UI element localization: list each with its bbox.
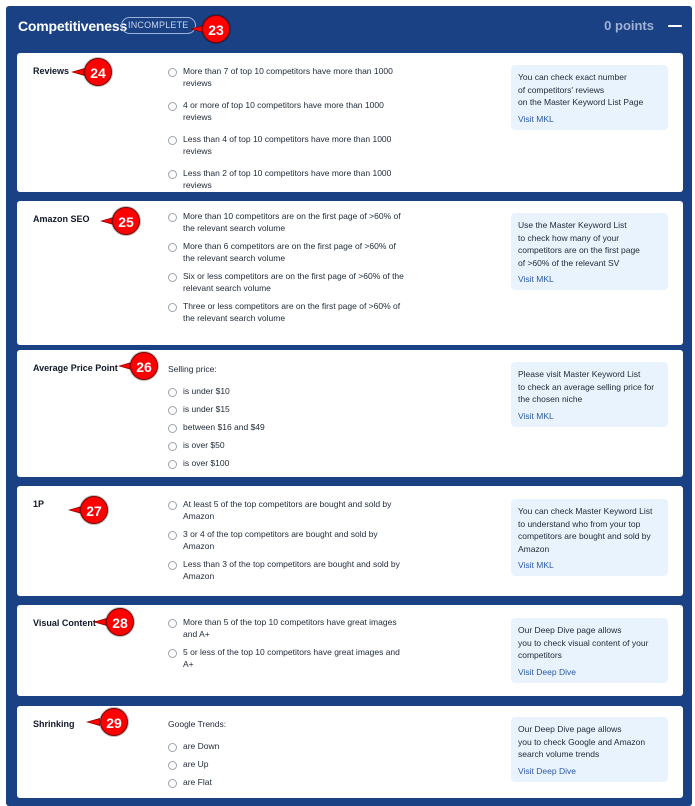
option-label: Three or less competitors are on the first page of >60% of the relevant search volume — [183, 301, 401, 323]
radio-button[interactable] — [168, 779, 177, 788]
option-label: between $16 and $49 — [183, 422, 265, 432]
radio-button[interactable] — [168, 273, 177, 282]
card-title: Average Price Point — [33, 363, 118, 373]
card-title: Visual Content — [33, 618, 96, 628]
option-label: are Up — [183, 759, 209, 769]
collapse-icon[interactable] — [668, 25, 682, 27]
option-label: 5 or less of the top 10 competitors have great images and A+ — [183, 647, 400, 669]
reviews-card — [17, 53, 683, 192]
section-title: Competitiveness — [18, 18, 128, 34]
option-label: At least 5 of the top competitors are bought and sold by Amazon — [183, 499, 392, 521]
callout-marker: 28 — [106, 608, 134, 636]
radio-button[interactable] — [168, 388, 177, 397]
average-price-point-card — [17, 350, 683, 477]
radio-option[interactable] — [167, 439, 407, 451]
options-group — [167, 65, 407, 201]
radio-button[interactable] — [168, 406, 177, 415]
option-label: More than 10 competitors are on the first page of >60% of the relevant search volume — [183, 211, 401, 233]
callout-marker: 26 — [130, 352, 158, 380]
option-label: is under $15 — [183, 404, 230, 414]
info-box — [511, 65, 668, 130]
marker-pointer — [93, 618, 107, 626]
option-label: is under $10 — [183, 386, 230, 396]
visit-deep-dive-link[interactable]: Visit Deep Dive — [518, 666, 576, 677]
radio-option[interactable] — [167, 167, 407, 191]
radio-option[interactable] — [167, 99, 407, 123]
option-label: More than 6 competitors are on the first page of >60% of the relevant search volume — [183, 241, 396, 263]
info-box — [511, 213, 668, 290]
radio-option[interactable] — [167, 558, 407, 582]
radio-button[interactable] — [168, 619, 177, 628]
options-group — [167, 498, 407, 588]
option-label: are Flat — [183, 777, 212, 787]
radio-button[interactable] — [168, 501, 177, 510]
radio-button[interactable] — [168, 561, 177, 570]
info-text: Our Deep Dive page allows you to check visual content of your competitors — [518, 625, 649, 660]
info-text: Please visit Master Keyword List to check an average selling price for the chosen niche — [518, 369, 655, 404]
radio-option[interactable] — [167, 133, 407, 157]
section-header[interactable] — [6, 6, 692, 46]
radio-button[interactable] — [168, 460, 177, 469]
radio-button[interactable] — [168, 303, 177, 312]
radio-option[interactable] — [167, 385, 407, 397]
option-label: More than 5 of the top 10 competitors have great images and A+ — [183, 617, 397, 639]
options-group — [167, 362, 407, 475]
info-text: You can check exact number of competitors' reviews on the Master Keyword List Page — [518, 72, 644, 107]
radio-option[interactable] — [167, 270, 407, 294]
options-group — [167, 616, 407, 676]
radio-option[interactable] — [167, 300, 407, 324]
radio-button[interactable] — [168, 68, 177, 77]
radio-option[interactable] — [167, 616, 407, 640]
radio-option[interactable] — [167, 210, 407, 234]
option-label: is over $50 — [183, 440, 225, 450]
radio-option[interactable] — [167, 776, 407, 788]
option-label: Less than 4 of top 10 competitors have more than 1000 reviews — [183, 134, 392, 156]
info-box — [511, 362, 668, 427]
radio-option[interactable] — [167, 758, 407, 770]
option-label: More than 7 of top 10 competitors have more than 1000 reviews — [183, 66, 393, 88]
options-group — [167, 210, 407, 330]
card-title: Reviews — [33, 66, 70, 76]
card-title: 1P — [33, 499, 45, 509]
radio-option[interactable] — [167, 498, 407, 522]
radio-option[interactable] — [167, 646, 407, 670]
radio-button[interactable] — [168, 170, 177, 179]
radio-button[interactable] — [168, 442, 177, 451]
card-title: Shrinking — [33, 719, 75, 729]
info-text: You can check Master Keyword List to understand who from your top competitors are bought and sold by Amazon — [518, 506, 653, 554]
callout-marker: 25 — [112, 207, 140, 235]
radio-option[interactable] — [167, 421, 407, 433]
radio-button[interactable] — [168, 761, 177, 770]
options-group — [167, 717, 407, 794]
callout-marker: 24 — [84, 58, 112, 86]
marker-pointer — [86, 718, 100, 726]
option-label: Six or less competitors are on the first page of >60% of the relevant search volume — [183, 271, 404, 293]
option-label: is over $100 — [183, 458, 230, 468]
option-label: 3 or 4 of the top competitors are bought and sold by Amazon — [183, 529, 378, 551]
visit-mkl-link[interactable]: Visit MKL — [518, 410, 554, 421]
status-badge: INCOMPLETE — [121, 17, 196, 34]
radio-button[interactable] — [168, 743, 177, 752]
callout-marker: 29 — [100, 708, 128, 736]
callout-marker: 23 — [202, 15, 230, 43]
radio-option[interactable] — [167, 65, 407, 89]
radio-option[interactable] — [167, 457, 407, 469]
radio-button[interactable] — [168, 424, 177, 433]
option-label: Less than 3 of the top competitors are bought and sold by Amazon — [183, 559, 400, 581]
visit-mkl-link[interactable]: Visit MKL — [518, 113, 554, 124]
radio-button[interactable] — [168, 102, 177, 111]
google-trends-label: Google Trends: — [168, 719, 227, 729]
radio-option[interactable] — [167, 240, 407, 264]
visit-mkl-link[interactable]: Visit MKL — [518, 560, 554, 570]
radio-button[interactable] — [168, 531, 177, 540]
info-box — [511, 618, 668, 683]
callout-marker: 27 — [80, 496, 108, 524]
selling-price-label: Selling price: — [168, 364, 217, 374]
visit-deep-dive-link[interactable]: Visit Deep Dive — [518, 765, 576, 776]
card-title: Amazon SEO — [33, 214, 90, 224]
radio-button[interactable] — [168, 213, 177, 222]
info-text: Use the Master Keyword List to check how many of your competitors are on the first page of >60% of the relevant SV — [518, 220, 640, 268]
option-label: Less than 2 of top 10 competitors have more than 1000 reviews — [183, 168, 392, 190]
info-box — [511, 717, 668, 782]
option-label: are Down — [183, 741, 220, 751]
competitiveness-panel — [6, 6, 692, 806]
info-box — [511, 499, 668, 576]
visit-mkl-link[interactable]: Visit MKL — [518, 274, 554, 284]
option-label: 4 or more of top 10 competitors have more than 1000 reviews — [183, 100, 384, 122]
radio-button[interactable] — [168, 649, 177, 658]
radio-button[interactable] — [168, 136, 177, 145]
marker-pointer — [71, 68, 85, 76]
radio-option[interactable] — [167, 403, 407, 415]
info-text: Our Deep Dive page allows you to check Google and Amazon search volume trends — [518, 724, 646, 759]
1p-card — [17, 486, 683, 596]
points-counter: 0 points — [604, 18, 654, 33]
radio-button[interactable] — [168, 243, 177, 252]
radio-option[interactable] — [167, 740, 407, 752]
radio-option[interactable] — [167, 528, 407, 552]
